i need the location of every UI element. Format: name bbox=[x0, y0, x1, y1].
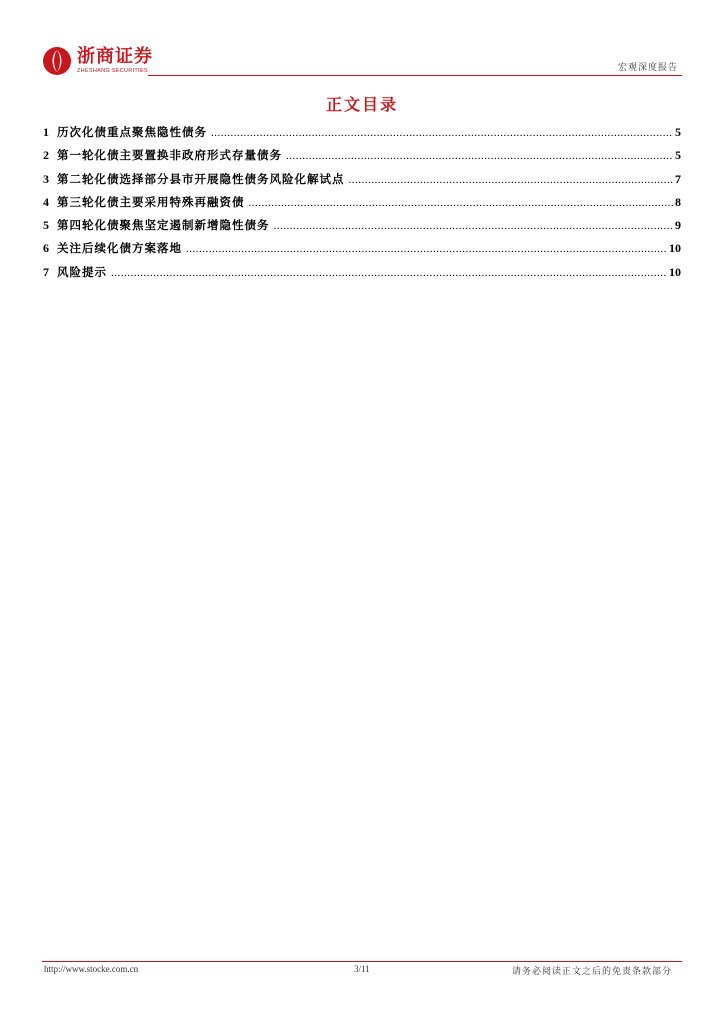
toc-entry-page[interactable]: 10 bbox=[669, 241, 681, 256]
toc-dot-leader bbox=[286, 150, 673, 162]
toc-entry[interactable] bbox=[43, 240, 681, 263]
toc-entry-number: 6 bbox=[43, 241, 49, 256]
toc-entry-page[interactable]: 10 bbox=[669, 264, 681, 279]
footer-page-number: 3/11 bbox=[354, 964, 370, 974]
toc-entry-page[interactable]: 5 bbox=[675, 125, 681, 139]
toc-entry[interactable] bbox=[43, 194, 681, 217]
toc-entry-page[interactable]: 5 bbox=[675, 148, 681, 163]
toc-entry-number: 2 bbox=[43, 148, 49, 163]
toc-entry-number: 4 bbox=[43, 194, 49, 209]
footer-website-link[interactable]: http://www.stocke.com.cn bbox=[44, 964, 139, 974]
logo-chinese-name: 浙商证券 bbox=[77, 45, 153, 67]
table-of-contents bbox=[43, 124, 681, 287]
footer-disclaimer: 请务必阅读正文之后的免责条款部分 bbox=[511, 967, 672, 977]
toc-entry[interactable] bbox=[43, 124, 681, 147]
company-logo bbox=[42, 44, 153, 78]
logo-english-name: ZHESHANG SECURITIES bbox=[77, 67, 148, 74]
toc-entry[interactable] bbox=[43, 171, 681, 194]
toc-entry-page[interactable]: 7 bbox=[675, 171, 681, 186]
toc-entry-title[interactable]: 第二轮化债选择部分县市开展隐性债务风险化解试点 bbox=[57, 171, 345, 186]
toc-entry[interactable] bbox=[43, 147, 681, 170]
toc-entry-page[interactable]: 9 bbox=[675, 218, 681, 233]
toc-entry[interactable] bbox=[43, 217, 681, 240]
toc-dot-leader bbox=[274, 220, 674, 232]
toc-entry-title[interactable]: 历次化债重点聚焦隐性债务 bbox=[57, 125, 207, 139]
header-divider bbox=[148, 75, 682, 76]
toc-dot-leader bbox=[249, 197, 674, 209]
toc-entry[interactable] bbox=[43, 264, 681, 287]
footer-divider bbox=[42, 961, 682, 962]
toc-entry-title[interactable]: 第三轮化债主要采用特殊再融资债 bbox=[57, 194, 245, 209]
toc-entry-page[interactable]: 8 bbox=[675, 194, 681, 209]
toc-entry-title[interactable]: 关注后续化债方案落地 bbox=[57, 241, 182, 256]
toc-title: 正文目录 bbox=[325, 95, 398, 114]
toc-entry-number: 5 bbox=[43, 218, 49, 233]
toc-entry-title[interactable]: 第四轮化债聚焦坚定遏制新增隐性债务 bbox=[57, 218, 270, 233]
page-header bbox=[42, 44, 682, 78]
toc-dot-leader bbox=[349, 174, 674, 186]
toc-entry-title[interactable]: 第一轮化债主要置换非政府形式存量债务 bbox=[57, 148, 282, 163]
toc-entry-number: 3 bbox=[43, 171, 49, 186]
toc-dot-leader bbox=[111, 267, 667, 279]
report-type-label: 宏观深度报告 bbox=[617, 63, 678, 73]
page-footer bbox=[42, 964, 682, 978]
toc-dot-leader bbox=[211, 127, 673, 139]
toc-dot-leader bbox=[186, 243, 667, 255]
logo-icon bbox=[42, 46, 72, 76]
toc-entry-number: 1 bbox=[43, 125, 49, 139]
toc-entry-title[interactable]: 风险提示 bbox=[57, 264, 107, 279]
toc-entry-number: 7 bbox=[43, 264, 49, 279]
